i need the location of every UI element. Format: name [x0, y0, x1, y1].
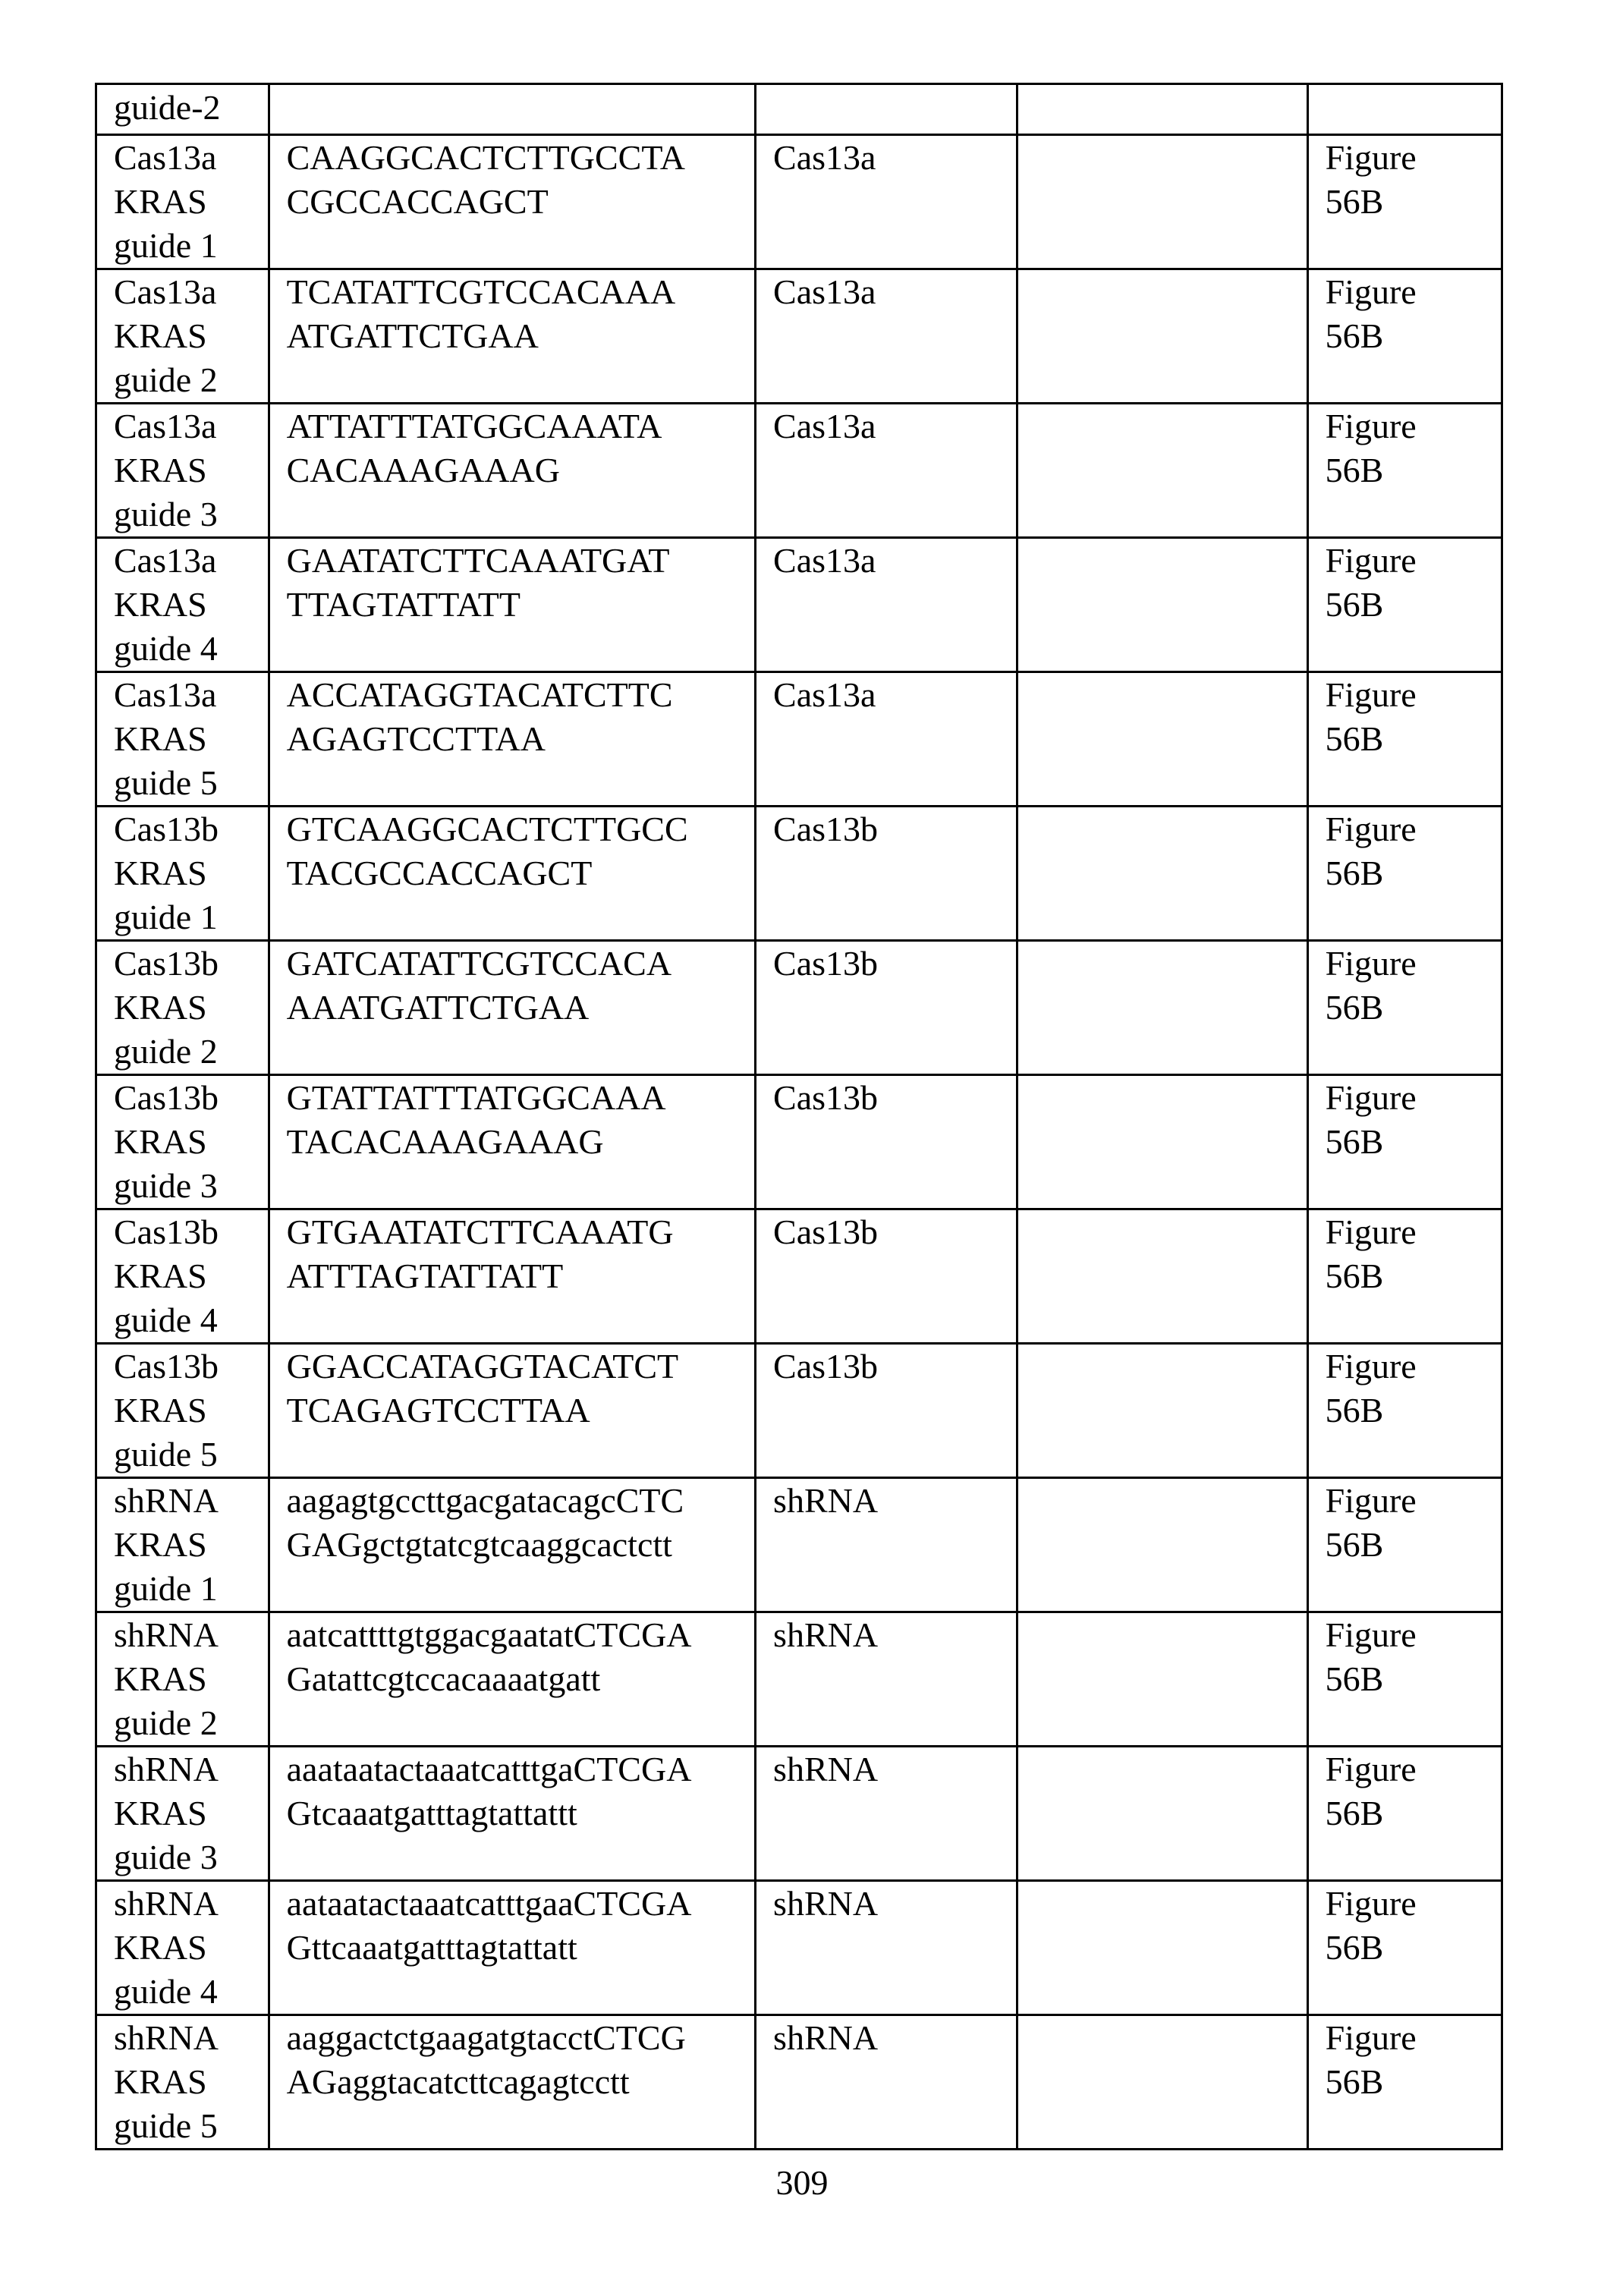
guide-name-cell: shRNA KRAS guide 1: [96, 1478, 269, 1612]
guide-name-cell: Cas13a KRAS guide 3: [96, 404, 269, 538]
empty-cell: [1017, 807, 1307, 941]
type-cell: shRNA: [756, 2015, 1017, 2150]
type-cell: shRNA: [756, 1747, 1017, 1881]
table-row: [96, 1747, 1502, 1881]
table-row: [96, 1209, 1502, 1344]
type-cell: shRNA: [756, 1612, 1017, 1747]
sequence-cell: aataatactaaatcatttgaaCTCGA Gttcaaatgatttagtattatt: [269, 1881, 755, 2015]
type-cell: Cas13b: [756, 807, 1017, 941]
type-cell: shRNA: [756, 1478, 1017, 1612]
sequence-cell: TCATATTCGTCCACAAA ATGATTCTGAA: [269, 269, 755, 404]
guide-name-cell: Cas13b KRAS guide 2: [96, 941, 269, 1075]
sequence-cell: ACCATAGGTACATCTTC AGAGTCCTTAA: [269, 672, 755, 807]
type-cell: Cas13a: [756, 672, 1017, 807]
guide-sequence-table: [95, 83, 1503, 2150]
guide-name-cell: Cas13b KRAS guide 3: [96, 1075, 269, 1209]
empty-cell: [1017, 1478, 1307, 1612]
figure-cell: Figure 56B: [1307, 1075, 1502, 1209]
figure-cell: Figure 56B: [1307, 1612, 1502, 1747]
page-number: 309: [0, 2162, 1604, 2203]
empty-cell: [1017, 672, 1307, 807]
guide-name-cell: guide-2: [96, 84, 269, 135]
empty-cell: [1017, 269, 1307, 404]
empty-cell: [1017, 1075, 1307, 1209]
figure-cell: Figure 56B: [1307, 135, 1502, 269]
figure-cell: Figure 56B: [1307, 1881, 1502, 2015]
type-cell: Cas13b: [756, 1344, 1017, 1478]
type-cell: Cas13b: [756, 941, 1017, 1075]
table-row: [96, 1881, 1502, 2015]
table-row: [96, 404, 1502, 538]
table-row: [96, 269, 1502, 404]
guide-name-cell: Cas13a KRAS guide 5: [96, 672, 269, 807]
guide-name-cell: shRNA KRAS guide 2: [96, 1612, 269, 1747]
figure-cell: Figure 56B: [1307, 807, 1502, 941]
figure-cell: Figure 56B: [1307, 538, 1502, 672]
sequence-cell: GAATATCTTCAAATGAT TTAGTATTATT: [269, 538, 755, 672]
guide-name-cell: Cas13a KRAS guide 1: [96, 135, 269, 269]
sequence-cell: aaggactctgaagatgtacctCTCG AGaggtacatcttcagagtcctt: [269, 2015, 755, 2150]
type-cell: Cas13a: [756, 135, 1017, 269]
empty-cell: [1017, 404, 1307, 538]
type-cell: Cas13b: [756, 1209, 1017, 1344]
figure-cell: Figure 56B: [1307, 1747, 1502, 1881]
type-cell: Cas13a: [756, 538, 1017, 672]
sequence-cell: aaataatactaaatcatttgaCTCGA Gtcaaatgatttagtattattt: [269, 1747, 755, 1881]
figure-cell: Figure 56B: [1307, 1344, 1502, 1478]
sequence-cell: GTATTATTTATGGCAAA TACACAAAGAAAG: [269, 1075, 755, 1209]
guide-name-cell: shRNA KRAS guide 3: [96, 1747, 269, 1881]
empty-cell: [1017, 1747, 1307, 1881]
empty-cell: [1017, 1881, 1307, 2015]
table-row: [96, 1612, 1502, 1747]
empty-cell: [1017, 538, 1307, 672]
guide-name-cell: shRNA KRAS guide 5: [96, 2015, 269, 2150]
table-row: [96, 941, 1502, 1075]
figure-cell: [1307, 84, 1502, 135]
empty-cell: [1017, 2015, 1307, 2150]
table-row: [96, 1478, 1502, 1612]
figure-cell: Figure 56B: [1307, 269, 1502, 404]
table-row: [96, 1344, 1502, 1478]
type-cell: shRNA: [756, 1881, 1017, 2015]
figure-cell: Figure 56B: [1307, 1478, 1502, 1612]
table-row: [96, 538, 1502, 672]
type-cell: Cas13a: [756, 269, 1017, 404]
empty-cell: [1017, 135, 1307, 269]
guide-name-cell: Cas13b KRAS guide 4: [96, 1209, 269, 1344]
empty-cell: [1017, 84, 1307, 135]
guide-name-cell: Cas13b KRAS guide 1: [96, 807, 269, 941]
table-row: [96, 1075, 1502, 1209]
sequence-cell: GTCAAGGCACTCTTGCC TACGCCACCAGCT: [269, 807, 755, 941]
type-cell: [756, 84, 1017, 135]
table-row: [96, 807, 1502, 941]
guide-name-cell: Cas13a KRAS guide 4: [96, 538, 269, 672]
guide-name-cell: Cas13b KRAS guide 5: [96, 1344, 269, 1478]
figure-cell: Figure 56B: [1307, 672, 1502, 807]
empty-cell: [1017, 941, 1307, 1075]
figure-cell: Figure 56B: [1307, 2015, 1502, 2150]
guide-name-cell: shRNA KRAS guide 4: [96, 1881, 269, 2015]
type-cell: Cas13a: [756, 404, 1017, 538]
table-row: [96, 672, 1502, 807]
sequence-cell: ATTATTTATGGCAAATA CACAAAGAAAG: [269, 404, 755, 538]
sequence-cell: aagagtgccttgacgatacagcCTC GAGgctgtatcgtcaaggcactctt: [269, 1478, 755, 1612]
guide-name-cell: Cas13a KRAS guide 2: [96, 269, 269, 404]
table-row: [96, 2015, 1502, 2150]
empty-cell: [1017, 1612, 1307, 1747]
sequence-cell: GGACCATAGGTACATCT TCAGAGTCCTTAA: [269, 1344, 755, 1478]
figure-cell: Figure 56B: [1307, 941, 1502, 1075]
figure-cell: Figure 56B: [1307, 1209, 1502, 1344]
empty-cell: [1017, 1344, 1307, 1478]
sequence-cell: aatcattttgtggacgaatatCTCGA Gatattcgtccacaaaatgatt: [269, 1612, 755, 1747]
sequence-cell: [269, 84, 755, 135]
figure-cell: Figure 56B: [1307, 404, 1502, 538]
type-cell: Cas13b: [756, 1075, 1017, 1209]
sequence-cell: GTGAATATCTTCAAATG ATTTAGTATTATT: [269, 1209, 755, 1344]
empty-cell: [1017, 1209, 1307, 1344]
table-row: [96, 135, 1502, 269]
sequence-cell: CAAGGCACTCTTGCCTA CGCCACCAGCT: [269, 135, 755, 269]
table-row: [96, 84, 1502, 135]
sequence-cell: GATCATATTCGTCCACA AAATGATTCTGAA: [269, 941, 755, 1075]
